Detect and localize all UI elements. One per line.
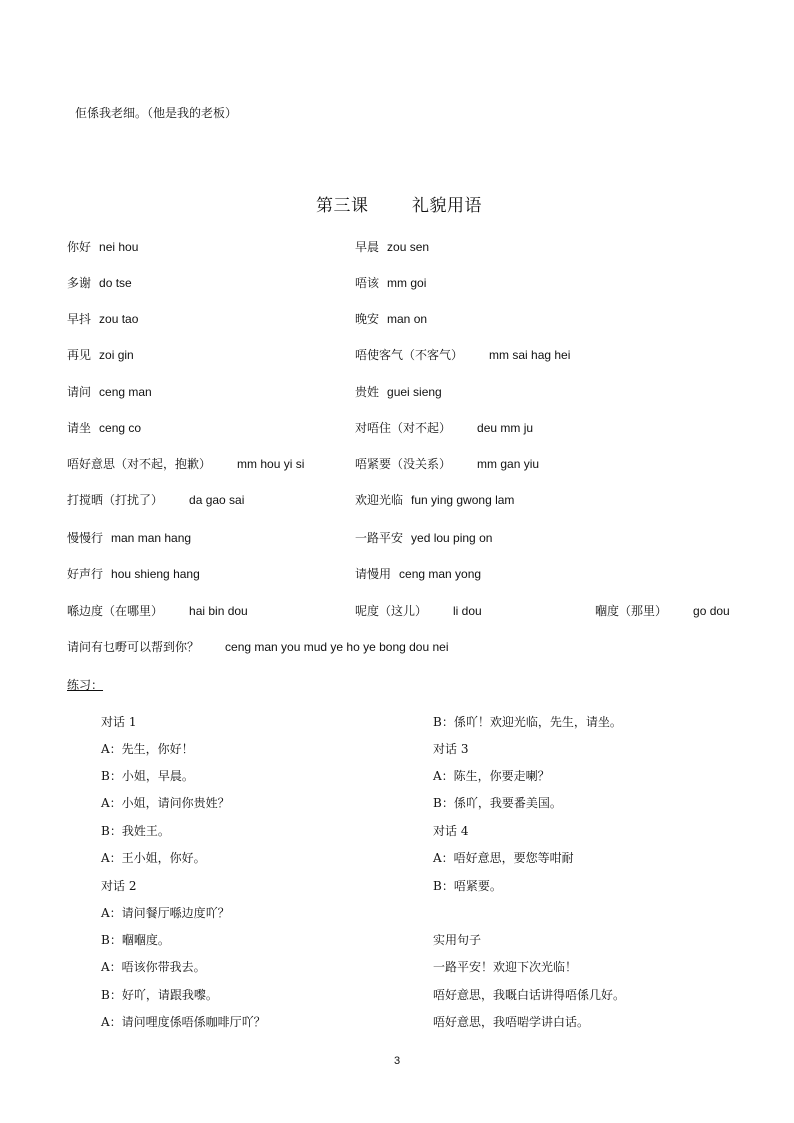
vocab-item xyxy=(67,421,141,435)
vocab-cn: 你好 xyxy=(67,240,92,254)
vocab-cn: 早晨 xyxy=(355,240,380,254)
vocab-item xyxy=(355,348,570,362)
vocab-cn: 贵姓 xyxy=(355,385,380,399)
vocab-pinyin: hai bin dou xyxy=(189,604,248,618)
vocab-item xyxy=(67,276,132,290)
vocab-item xyxy=(67,604,248,618)
sentence-line: 一路平安！欢迎下次光临！ xyxy=(433,960,578,974)
vocab-cn: 早抖 xyxy=(67,312,92,326)
section-heading: 实用句子 xyxy=(433,933,482,947)
vocab-item xyxy=(67,457,304,471)
dialogue-heading: 对话 1 xyxy=(101,715,137,729)
dialogue-heading: 对话 3 xyxy=(433,742,469,756)
vocab-cn: 慢慢行 xyxy=(67,531,104,545)
vocab-item xyxy=(67,640,449,654)
vocab-cn: 多谢 xyxy=(67,276,92,290)
vocab-item xyxy=(355,312,427,326)
vocab-cn: 好声行 xyxy=(67,567,104,581)
vocab-pinyin: nei hou xyxy=(99,240,139,254)
vocab-item xyxy=(355,240,429,254)
vocab-item xyxy=(595,604,730,618)
vocab-item xyxy=(355,493,514,507)
vocab-pinyin: mm sai hag hei xyxy=(489,348,571,362)
vocab-item xyxy=(67,240,138,254)
vocab-pinyin: da gao sai xyxy=(189,493,245,507)
vocab-item xyxy=(355,457,539,471)
vocab-cn: 对唔住（对不起） xyxy=(355,421,452,435)
sentence-line: 唔好意思，我唔啱学讲白话。 xyxy=(433,1015,590,1029)
dialogue-line: A：王小姐，你好。 xyxy=(101,851,206,865)
vocab-item xyxy=(67,493,244,507)
dialogue-line: A：请问餐厅喺边度吖？ xyxy=(101,906,230,920)
vocab-cn: 喺边度（在哪里） xyxy=(67,604,164,618)
lesson-topic: 礼貌用语 xyxy=(412,196,482,216)
vocab-cn: 再见 xyxy=(67,348,92,362)
dialogue-line: B：小姐，早晨。 xyxy=(101,769,194,783)
vocab-cn: 请慢用 xyxy=(355,567,392,581)
lesson-number-title: 第三课 xyxy=(316,196,369,216)
vocab-pinyin: mm gan yiu xyxy=(477,457,540,471)
vocab-item xyxy=(67,312,138,326)
vocab-pinyin: yed lou ping on xyxy=(411,531,493,545)
vocab-pinyin: zou sen xyxy=(387,240,430,254)
vocab-cn: 唔该 xyxy=(355,276,380,290)
vocab-item xyxy=(355,276,426,290)
vocab-cn: 一路平安 xyxy=(355,531,404,545)
vocab-cn: 呢度（这儿） xyxy=(355,604,428,618)
dialogue-line: A：小姐，请问你贵姓？ xyxy=(101,796,230,810)
vocab-pinyin: guei sieng xyxy=(387,385,442,399)
vocab-cn: 唔紧要（没关系） xyxy=(355,457,452,471)
vocab-pinyin: man on xyxy=(387,312,428,326)
sentence-line: 唔好意思，我嘅白话讲得唔係几好。 xyxy=(433,988,626,1002)
dialogue-line: B：嗰嗰度。 xyxy=(101,933,170,947)
vocab-pinyin: mm goi xyxy=(387,276,427,290)
vocab-item xyxy=(355,385,442,399)
dialogue-line: B：係吖，我要番美国。 xyxy=(433,796,562,810)
vocab-pinyin: do tse xyxy=(99,276,132,290)
vocab-item xyxy=(67,348,134,362)
dialogue-line: B：係吖！欢迎光临，先生，请坐。 xyxy=(433,715,622,729)
vocab-item xyxy=(355,567,481,581)
dialogue-heading: 对话 4 xyxy=(433,824,469,838)
dialogue-heading: 对话 2 xyxy=(101,879,137,893)
dialogue-line: A：请问哩度係唔係咖啡厅吖？ xyxy=(101,1015,266,1029)
vocab-pinyin: zoi gin xyxy=(99,348,134,362)
dialogue-line: B：我姓王。 xyxy=(101,824,170,838)
dialogue-line: A：唔该你带我去。 xyxy=(101,960,206,974)
dialogue-line: A：先生，你好！ xyxy=(101,742,194,756)
vocab-item xyxy=(67,385,152,399)
vocab-cn: 晚安 xyxy=(355,312,380,326)
vocab-pinyin: go dou xyxy=(693,604,730,618)
vocab-item xyxy=(355,531,492,545)
dialogue-line: B：唔紧要。 xyxy=(433,879,502,893)
vocab-pinyin: zou tao xyxy=(99,312,139,326)
vocab-pinyin: mm hou yi si xyxy=(237,457,305,471)
vocab-cn: 请坐 xyxy=(67,421,92,435)
vocab-item xyxy=(67,567,200,581)
dialogue-line: A：陈生，你要走喇？ xyxy=(433,769,550,783)
dialogue-line: A：唔好意思，要您等咁耐 xyxy=(433,851,574,865)
vocab-pinyin: ceng man yong xyxy=(399,567,482,581)
vocab-pinyin: deu mm ju xyxy=(477,421,534,435)
vocab-cn: 嗰度（那里） xyxy=(595,604,668,618)
vocab-pinyin: ceng man you mud ye ho ye bong dou nei xyxy=(225,640,449,654)
vocab-pinyin: fun ying gwong lam xyxy=(411,493,515,507)
vocab-cn: 唔使客气（不客气） xyxy=(355,348,464,362)
vocab-cn: 欢迎光临 xyxy=(355,493,404,507)
exercise-label: 练习： xyxy=(67,678,104,692)
vocab-item xyxy=(355,604,482,618)
vocab-item xyxy=(67,531,191,545)
vocab-cn: 请问有乜嘢可以帮到你？ xyxy=(67,640,200,654)
vocab-pinyin: li dou xyxy=(453,604,482,618)
dialogue-line: B：好吖，请跟我嚟。 xyxy=(101,988,218,1002)
top-line: 佢係我老细。（他是我的老板） xyxy=(75,106,238,120)
vocab-pinyin: hou shieng hang xyxy=(111,567,200,581)
vocab-cn: 打搅晒（打扰了） xyxy=(67,493,164,507)
page-number: 3 xyxy=(394,1055,401,1067)
vocab-item xyxy=(355,421,533,435)
vocab-cn: 唔好意思（对不起，抱歉） xyxy=(67,457,212,471)
vocab-pinyin: man man hang xyxy=(111,531,192,545)
vocab-cn: 请问 xyxy=(67,385,92,399)
vocab-pinyin: ceng co xyxy=(99,421,142,435)
vocab-pinyin: ceng man xyxy=(99,385,152,399)
